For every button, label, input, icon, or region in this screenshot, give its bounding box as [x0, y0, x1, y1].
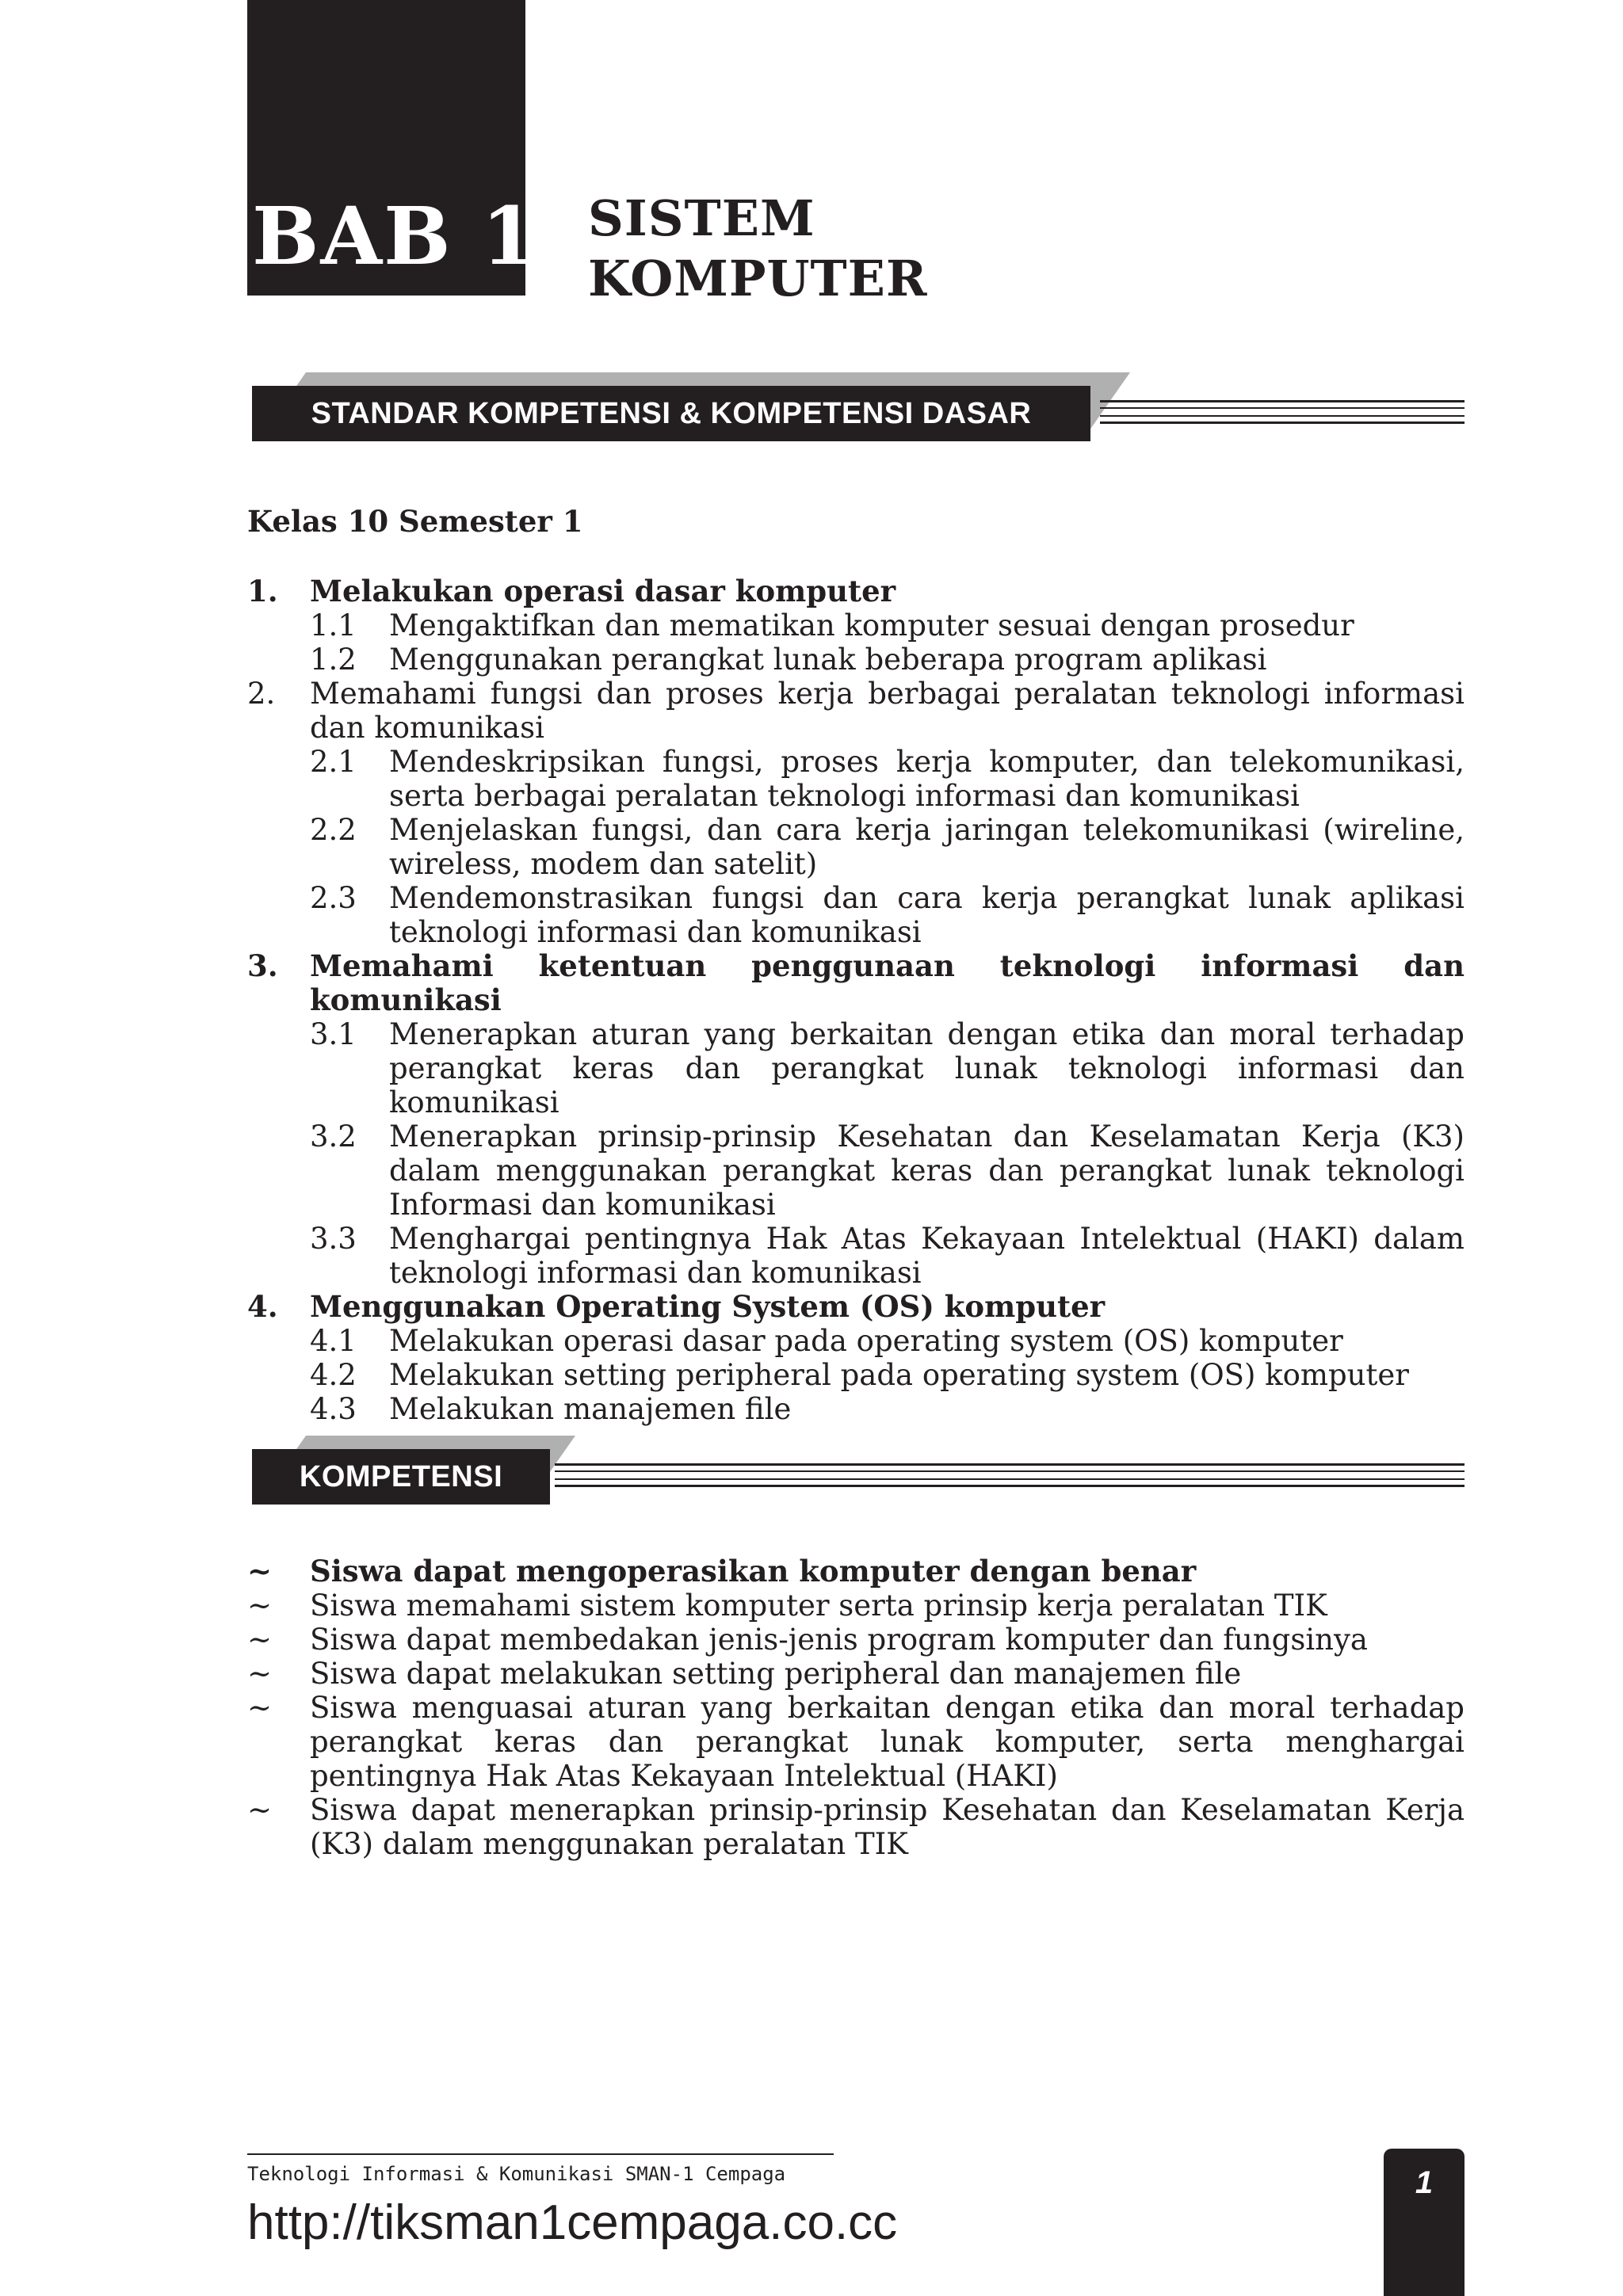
bullet-text: Siswa memahami sistem komputer serta prinsip kerja peralatan TIK — [310, 1589, 1327, 1623]
sub-text: Menjelaskan fungsi, dan cara kerja jaringan telekomunikasi (wireline, wireless, modem dan satelit) — [389, 813, 1465, 881]
bullet-text: Siswa dapat menerapkan prinsip-prinsip Kesehatan dan Keselamatan Kerja (K3) dalam menggunakan peralatan TIK — [310, 1793, 1465, 1861]
chapter-title-line2: KOMPUTER — [588, 250, 928, 307]
sub-number: 1.2 — [310, 643, 357, 677]
list-item — [247, 949, 1465, 1017]
item-text: Melakukan operasi dasar komputer — [310, 574, 896, 608]
bullet-text: Siswa dapat membedakan jenis-jenis program komputer dan fungsinya — [310, 1623, 1368, 1657]
list-item — [247, 677, 1465, 745]
sub-number: 1.1 — [310, 608, 357, 643]
item-text: Memahami fungsi dan proses kerja berbagai peralatan teknologi informasi dan komunikasi — [310, 677, 1465, 745]
sub-number: 2.1 — [310, 745, 357, 779]
item-text: Menggunakan Operating System (OS) komputer — [310, 1289, 1106, 1324]
bullet-text: Siswa dapat melakukan setting peripheral dan manajemen file — [310, 1657, 1242, 1691]
tilde-bullet: ~ — [247, 1691, 273, 1725]
banner-rules — [555, 1463, 1465, 1487]
sub-text: Mendemonstrasikan fungsi dan cara kerja perangkat lunak aplikasi teknologi informasi dan komunikasi — [389, 881, 1465, 949]
tilde-bullet: ~ — [247, 1657, 273, 1691]
item-number: 2. — [247, 677, 276, 711]
sub-text: Melakukan manajemen file — [389, 1392, 792, 1426]
sub-text: Menerapkan aturan yang berkaitan dengan etika dan moral terhadap perangkat keras dan perangkat lunak teknologi informasi dan komunikasi — [389, 1017, 1465, 1119]
banner-rules — [1100, 400, 1465, 424]
chapter-title-line1: SISTEM — [588, 189, 815, 247]
bullet-text: Siswa dapat mengoperasikan komputer dengan benar — [310, 1554, 1197, 1589]
sub-number: 4.2 — [310, 1358, 357, 1392]
list-item — [247, 1793, 1465, 1861]
tilde-bullet: ~ — [247, 1589, 273, 1623]
list-item — [247, 1554, 1465, 1589]
sub-item — [247, 1222, 1465, 1290]
sub-number: 3.3 — [310, 1222, 357, 1256]
section-heading-kompetensi: KOMPETENSI — [252, 1449, 550, 1505]
class-semester: Kelas 10 Semester 1 — [247, 504, 583, 539]
list-item — [247, 1657, 1465, 1691]
sub-item — [247, 1392, 1465, 1426]
sub-item — [247, 745, 1465, 813]
sub-number: 3.2 — [310, 1119, 357, 1154]
list-item — [247, 574, 1465, 608]
sub-number: 2.3 — [310, 881, 357, 915]
sub-text: Mengaktifkan dan mematikan komputer sesuai dengan prosedur — [389, 608, 1354, 643]
sub-text: Melakukan operasi dasar pada operating system (OS) komputer — [389, 1324, 1343, 1358]
list-item — [247, 1589, 1465, 1623]
item-number: 4. — [247, 1289, 278, 1324]
list-item — [247, 1290, 1465, 1324]
footer-url: http://tiksman1cempaga.co.cc — [247, 2195, 898, 2250]
sub-text: Menerapkan prinsip-prinsip Kesehatan dan Keselamatan Kerja (K3) dalam menggunakan perangkat keras dan perangkat lunak teknologi Informasi dan komunikasi — [389, 1119, 1465, 1222]
tilde-bullet: ~ — [247, 1623, 273, 1657]
tilde-bullet: ~ — [247, 1793, 273, 1827]
list-item — [247, 1691, 1465, 1793]
tilde-bullet: ~ — [247, 1554, 273, 1589]
section-heading-standar: STANDAR KOMPETENSI & KOMPETENSI DASAR — [252, 386, 1090, 441]
competency-list — [247, 574, 1465, 1426]
sub-item — [247, 1119, 1465, 1222]
sub-item — [247, 1324, 1465, 1358]
item-number: 1. — [247, 574, 278, 608]
footer-divider — [247, 2153, 834, 2155]
sub-text: Mendeskripsikan fungsi, proses kerja komputer, dan telekomunikasi, serta berbagai peralatan teknologi informasi dan komunikasi — [389, 745, 1465, 813]
footer-book-title: Teknologi Informasi & Komunikasi SMAN-1 Cempaga — [247, 2163, 786, 2185]
chapter-title — [588, 189, 927, 309]
sub-item — [247, 881, 1465, 949]
bullet-text: Siswa menguasai aturan yang berkaitan dengan etika dan moral terhadap perangkat keras dan perangkat lunak komputer, serta menghargai pentingnya Hak Atas Kekayaan Intelektual (HAKI) — [310, 1691, 1465, 1793]
chapter-label: BAB 1 — [252, 189, 539, 283]
sub-number: 4.3 — [310, 1392, 357, 1426]
sub-text: Melakukan setting peripheral pada operating system (OS) komputer — [389, 1358, 1409, 1392]
sub-number: 4.1 — [310, 1324, 357, 1358]
item-text: Memahami ketentuan penggunaan teknologi informasi dan komunikasi — [310, 948, 1465, 1017]
sub-item — [247, 813, 1465, 881]
sub-text: Menghargai pentingnya Hak Atas Kekayaan Intelektual (HAKI) dalam teknologi informasi dan komunikasi — [389, 1222, 1465, 1290]
sub-number: 2.2 — [310, 813, 357, 847]
page-number: 1 — [1415, 2165, 1434, 2200]
sub-number: 3.1 — [310, 1017, 357, 1051]
sub-item — [247, 1017, 1465, 1119]
item-number: 3. — [247, 948, 278, 983]
sub-item — [247, 1358, 1465, 1392]
kompetensi-list — [247, 1554, 1465, 1861]
sub-item — [247, 608, 1465, 643]
sub-item — [247, 643, 1465, 677]
list-item — [247, 1623, 1465, 1657]
sub-text: Menggunakan perangkat lunak beberapa program aplikasi — [389, 643, 1267, 677]
